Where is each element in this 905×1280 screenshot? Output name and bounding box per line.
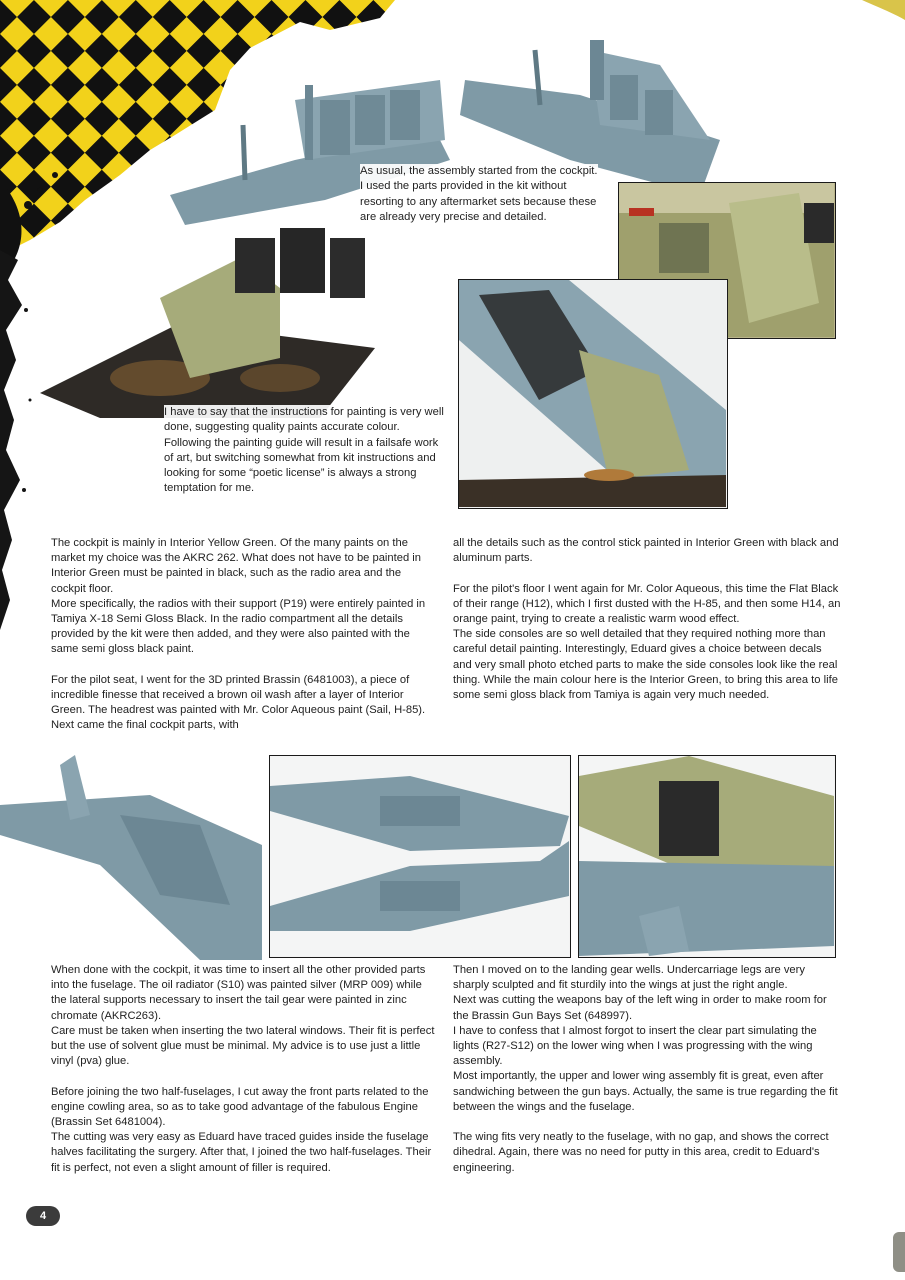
paragraph: all the details such as the control stick painted in Interior Green with black and aluminum parts. — [453, 537, 839, 565]
paragraph: When done with the cockpit, it was time to insert all the other provided parts into the fuselage. The oil radiator (S10) was painted silver (MRP 009) while the lateral supports necessary to insert the tail gear were painted in zinc chromate (AKRC263). Care must be taken when inserting the two lateral windows. Their fit is perfect but the use of solvent glue must be minimal. My advice is to use just a little vinyl (pva) glue. — [51, 964, 435, 1068]
page-number: 4 — [26, 1206, 60, 1226]
caption-painting: I have to say that the instructions for painting is very well done, suggesting quality paints accurate colour. Following the painting guide will result in a failsafe work of art, but switching somewhat from kit instructions and looking for some “poetic license” is always a strong temptation for me. — [164, 405, 446, 497]
corner-grunge — [893, 1232, 905, 1272]
photo-fuselage-halves — [269, 755, 571, 958]
paragraph: Then I moved on to the landing gear wells. Undercarriage legs are very sharply sculpted and fit sturdily into the wings at just the right angle. Next was cutting the weapons bay of the left wing in order to make room for the Brassin Gun Bays Set (648997). I have to confess that I almost forgot to insert the clear part simulating the lights (R27-S12) on the lower wing when I was progressing with the wing assembly. Most importantly, the upper and lower wing assembly fit is great, even after sandwiching between the gun bays. Actually, the same is true regarding the fit between the wings and the fuselage. — [453, 964, 838, 1113]
paragraph: For the pilot seat, I went for the 3D printed Brassin (6481003), a piece of incredible finesse that received a brown oil wash after a layer of Interior Green. The headrest was painted with Mr. Color Aqueous paint (Sail, H-85). Next came the final cockpit parts, with — [51, 673, 426, 732]
photo-wing-assembly — [578, 755, 836, 958]
paragraph: The cockpit is mainly in Interior Yellow Green. Of the many paints on the market my choice was the AKRC 262. What does not have to be painted in Interior Green must be painted in black, such as the radio area and the cockpit floor. More specifically, the radios with their support (P19) were entirely painted in Tamiya X-18 Semi Gloss Black. In the radio compartment all the details provided by the kit were then added, and they were also painted with the same semi gloss black paint. — [51, 537, 426, 656]
paragraph: The wing fits very neatly to the fuselage, with no gap, and shows the correct dihedral. Again, there was no need for putty in this area, credit to Eduard's engineering. — [453, 1131, 829, 1174]
section1-left-column — [51, 536, 435, 734]
caption-assembly: As usual, the assembly started from the cockpit. I used the parts provided in the kit without resorting to any aftermarket sets because these are already very precise and detailed. — [360, 164, 598, 225]
paragraph: Before joining the two half-fuselages, I cut away the front parts related to the engine cowling area, so as to take good advantage of the fabulous Engine (Brassin Set 6481004). The cutting was very easy as Eduard have traced guides inside the fuselage halves facilitating the surgery. After that, I joined the two half-fuselages. Their fit is perfect, not even a slight amount of filler is required. — [51, 1085, 432, 1174]
section2-left-column — [51, 963, 437, 1176]
photo-fuselage-interior — [458, 279, 728, 509]
photo-fuselage-half — [0, 755, 262, 960]
paragraph: For the pilot's floor I went again for Mr. Color Aqueous, this time the Flat Black of their range (H12), which I first dusted with the H-85, and then some H14, an orange paint, trying to create a realistic warm wood effect. The side consoles are so well detailed that they required nothing more than careful detail painting. Interestingly, Eduard gives a choice between decals and very small photo etched parts to make the side consoles look like the real thing. While the main colour here is the Interior Green, to bring this area to life some semi gloss black from Tamiya is again very much needed. — [453, 582, 841, 702]
photo-painted-cockpit — [40, 228, 380, 418]
section1-right-column — [453, 536, 841, 703]
grunge-left-edge — [0, 250, 40, 630]
section2-right-column — [453, 963, 839, 1176]
